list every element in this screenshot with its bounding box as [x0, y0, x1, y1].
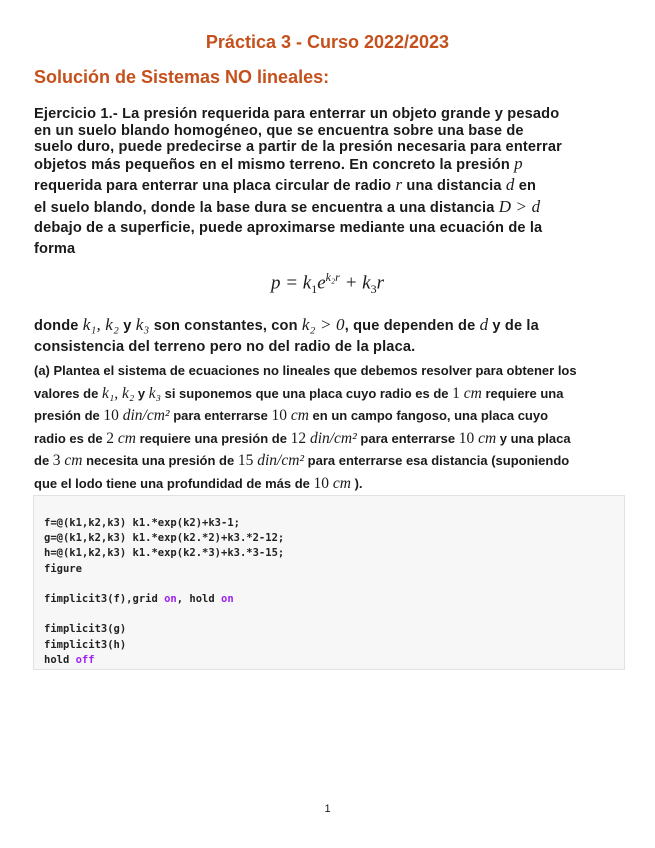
- text-line: [34, 139, 634, 156]
- text-line: [34, 450, 634, 473]
- code-line: [44, 607, 624, 622]
- math-inline: cm: [290, 407, 309, 424]
- text-segment: en: [514, 178, 537, 194]
- part-a-statement: [34, 360, 634, 495]
- section-heading: Solución de Sistemas NO lineales:: [34, 67, 330, 87]
- code-line: [44, 577, 624, 592]
- math-inline: cm: [117, 429, 136, 447]
- math-inline: 10: [103, 407, 123, 424]
- code-keyword: on: [221, 593, 234, 605]
- code-keyword: off: [75, 653, 95, 666]
- page-number: 1: [324, 803, 331, 815]
- matlab-code-block: [33, 495, 625, 670]
- equation-exp-base: e: [317, 272, 326, 294]
- text-segment: y una placa: [496, 430, 571, 446]
- text-segment: valores de: [34, 385, 102, 401]
- text-segment: y de la: [488, 318, 539, 334]
- text-segment: , hold: [176, 593, 222, 605]
- math-inline: k₃: [148, 384, 161, 402]
- text-segment: (a) Plantea el sistema de ecuaciones no lineales que debemos resolver para obtener los: [34, 363, 577, 378]
- text-line: [34, 153, 634, 174]
- text-segment: hold: [44, 653, 76, 666]
- math-inline: 10: [458, 429, 479, 447]
- text-segment: en un suelo blando homogéneo, que se encuentra sobre una base de: [34, 122, 524, 139]
- text-line: [34, 220, 634, 237]
- code-line: [44, 562, 624, 577]
- text-segment: suelo duro, puede predecirse a partir de la presión necesaria para enterrar: [34, 139, 562, 155]
- text-segment: requiere una presión de: [135, 430, 291, 446]
- text-line: [34, 405, 634, 428]
- text-segment: que el lodo tiene una profundidad de más de: [34, 475, 314, 491]
- math-inline: din/cm²: [309, 429, 357, 447]
- math-inline: cm: [478, 429, 497, 447]
- text-segment: para enterrarse: [169, 408, 272, 423]
- math-inline: cm: [463, 384, 482, 402]
- math-inline: 2: [106, 429, 118, 447]
- code-line: [44, 516, 624, 531]
- text-segment: g=@(k1,k2,k3) k1.*exp(k2.*2)+k3.*2-12;: [44, 532, 285, 545]
- text-segment: debajo de a superficie, puede aproximarse mediante una ecuación de la: [34, 220, 543, 236]
- math-inline: p: [514, 153, 523, 173]
- constants-description: [34, 314, 634, 358]
- math-inline: 12: [290, 429, 310, 447]
- text-line: [34, 360, 634, 383]
- text-line: [34, 383, 634, 406]
- math-inline: din/cm²: [122, 407, 170, 424]
- equation-sub3: 3: [370, 282, 377, 297]
- text-line: [34, 177, 634, 195]
- equation-sub1: 1: [311, 282, 318, 297]
- text-line: [34, 123, 634, 140]
- text-line: [34, 473, 634, 496]
- text-segment: y: [119, 318, 136, 334]
- code-line: [44, 638, 624, 653]
- text-segment: ).: [350, 475, 363, 491]
- math-inline: 3: [52, 452, 65, 469]
- math-inline: r: [395, 175, 403, 194]
- text-segment: de: [34, 453, 53, 468]
- text-segment: requiere una: [481, 385, 564, 401]
- document-title: Práctica 3 - Curso 2022/2023: [205, 32, 450, 52]
- text-segment: para enterrarse esa distancia (suponiendo: [304, 453, 570, 468]
- text-line: [34, 106, 634, 123]
- text-line: [34, 241, 634, 258]
- text-line: [34, 314, 634, 337]
- math-inline: d: [479, 315, 489, 334]
- text-segment: y: [134, 385, 149, 401]
- text-segment: objetos más pequeños en el mismo terreno. En concreto la presión: [34, 156, 515, 173]
- math-inline: k₁, k₂: [101, 384, 135, 402]
- code-line: [44, 653, 624, 668]
- text-segment: donde: [34, 318, 83, 334]
- math-inline: k₁, k₂: [82, 315, 120, 334]
- text-segment: el suelo blando, donde la base dura se encuentra a una distancia: [34, 199, 499, 216]
- text-segment: f=@(k1,k2,k3) k1.*exp(k2)+k3-1;: [44, 517, 240, 529]
- equation-plus: + k: [339, 272, 371, 294]
- text-segment: h=@(k1,k2,k3) k1.*exp(k2.*3)+k3.*3-15;: [44, 547, 285, 560]
- code-line: [44, 546, 624, 561]
- text-segment: consistencia del terreno pero no del radio de la placa.: [34, 339, 416, 355]
- text-segment: son constantes, con: [149, 318, 302, 334]
- code-keyword: on: [164, 593, 177, 605]
- math-inline: 15: [237, 452, 258, 469]
- text-segment: para enterrarse: [356, 430, 459, 446]
- text-segment: en un campo fangoso, una placa cuyo: [308, 408, 549, 423]
- text-segment: si suponemos que una placa cuyo radio es de: [160, 385, 453, 401]
- math-inline: cm: [332, 474, 351, 492]
- exercise-statement: [34, 106, 634, 257]
- math-inline: 10: [313, 474, 333, 492]
- code-line: [44, 622, 624, 637]
- pressure-equation: [0, 270, 655, 297]
- math-inline: cm: [64, 452, 83, 469]
- equation-exponent: k₂r: [325, 270, 340, 284]
- text-segment: forma: [34, 240, 76, 257]
- text-segment: Ejercicio 1.- La presión requerida para enterrar un objeto grande y pesado: [34, 106, 560, 122]
- text-segment: figure: [44, 562, 82, 575]
- text-segment: fimplicit3(h): [44, 638, 127, 651]
- math-inline: k₃: [135, 315, 150, 334]
- math-inline: din/cm²: [257, 452, 305, 469]
- text-line: [34, 337, 634, 358]
- text-line: [34, 428, 634, 451]
- code-line: [44, 531, 624, 546]
- math-inline: d: [505, 175, 515, 194]
- text-segment: requerida para enterrar una placa circular de radio: [34, 178, 396, 194]
- text-segment: fimplicit3(f),grid: [44, 593, 165, 605]
- code-line: [44, 592, 624, 607]
- math-inline: 1: [452, 384, 464, 402]
- text-segment: necesita una presión de: [82, 453, 238, 468]
- math-inline: k₂ > 0: [301, 315, 345, 334]
- equation-lhs: p = k: [270, 272, 312, 294]
- text-segment: una distancia: [402, 178, 506, 194]
- equation-r: r: [376, 272, 385, 294]
- text-line: [34, 196, 634, 217]
- math-inline: 10: [271, 407, 291, 424]
- text-segment: fimplicit3(g): [44, 623, 127, 636]
- text-segment: , que dependen de: [344, 318, 480, 334]
- text-segment: radio es de: [34, 430, 107, 446]
- math-inline: D > d: [498, 196, 541, 216]
- text-segment: presión de: [34, 408, 104, 423]
